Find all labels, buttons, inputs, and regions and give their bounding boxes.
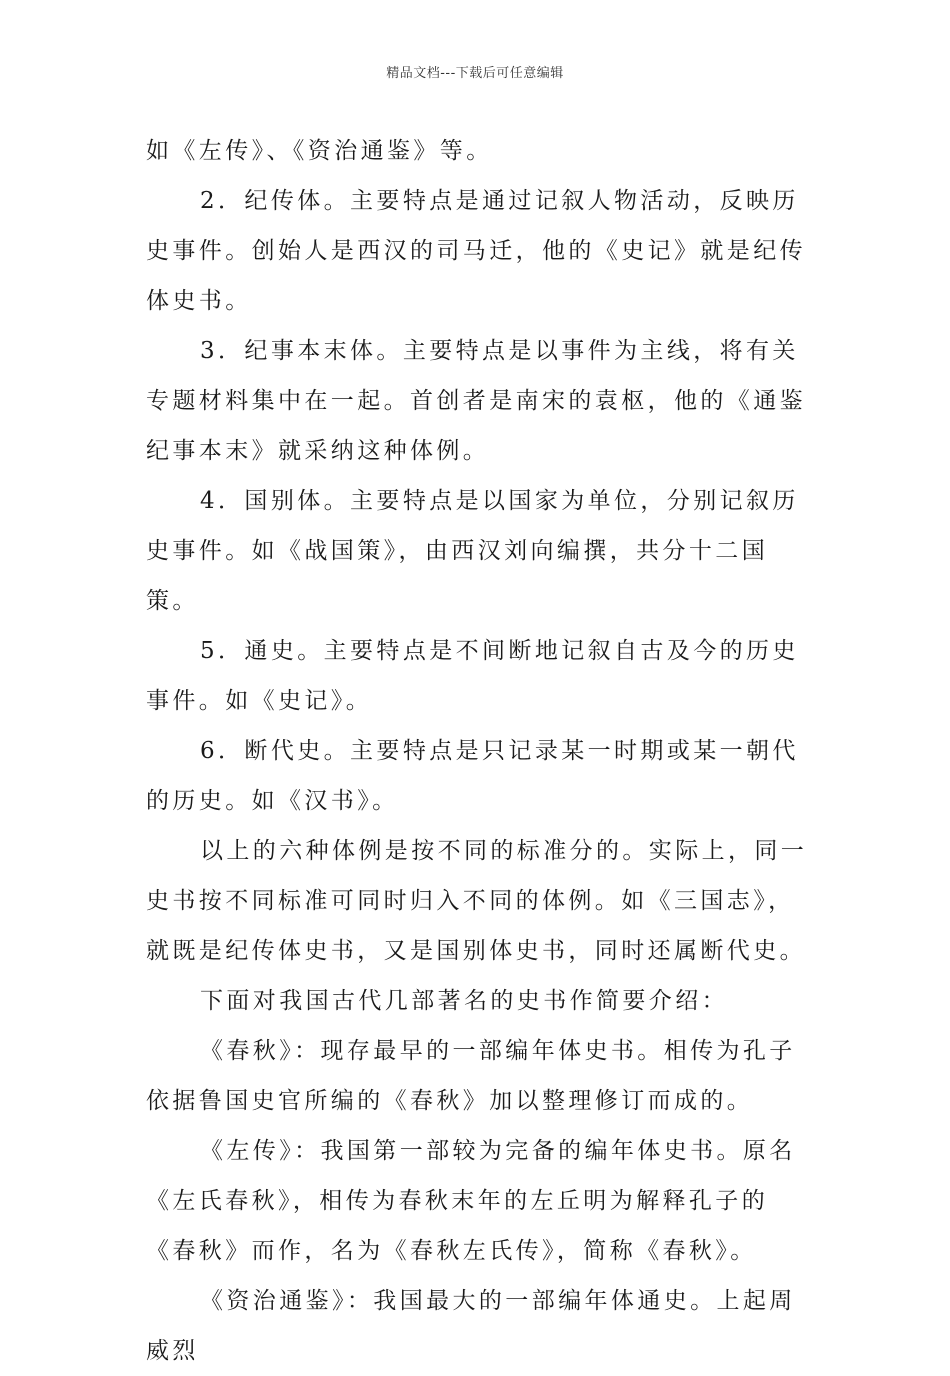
- paragraph: 《春秋》：现存最早的一部编年体史书。相传为孔子依据鲁国史官所编的《春秋》加以整理修订而成的。: [146, 1038, 796, 1114]
- page-header: 精品文档---下载后可任意编辑: [386, 66, 564, 81]
- paragraph: 4．国别体。主要特点是以国家为单位，分别记叙历史事件。如《战国策》，由西汉刘向编撰，共分十二国策。: [146, 488, 799, 614]
- paragraph: 《资治通鉴》：我国最大的一部编年体通史。上起周威烈: [146, 1288, 796, 1364]
- paragraph: 6．断代史。主要特点是只记录某一时期或某一朝代的历史。如《汉书》。: [146, 738, 799, 814]
- document-body: [146, 126, 816, 1376]
- paragraph: 如《左传》、《资治通鉴》等。: [146, 138, 493, 164]
- paragraph: 3．纪事本末体。主要特点是以事件为主线，将有关专题材料集中在一起。首创者是南宋的袁枢，他的《通鉴纪事本末》就采纳这种体例。: [146, 338, 806, 464]
- paragraph: 以上的六种体例是按不同的标准分的。实际上，同一史书按不同标准可同时归入不同的体例。如《三国志》，就既是纪传体史书，又是国别体史书，同时还属断代史。: [146, 838, 808, 964]
- paragraph: 5．通史。主要特点是不间断地记叙自古及今的历史事件。如《史记》。: [146, 638, 799, 714]
- paragraph: 《左传》：我国第一部较为完备的编年体史书。原名《左氏春秋》，相传为春秋末年的左丘明为解释孔子的《春秋》而作，名为《春秋左氏传》，简称《春秋》。: [146, 1138, 796, 1264]
- paragraph: 2．纪传体。主要特点是通过记叙人物活动，反映历史事件。创始人是西汉的司马迁，他的《史记》就是纪传体史书。: [146, 188, 806, 314]
- paragraph: 下面对我国古代几部著名的史书作简要介绍：: [200, 988, 728, 1014]
